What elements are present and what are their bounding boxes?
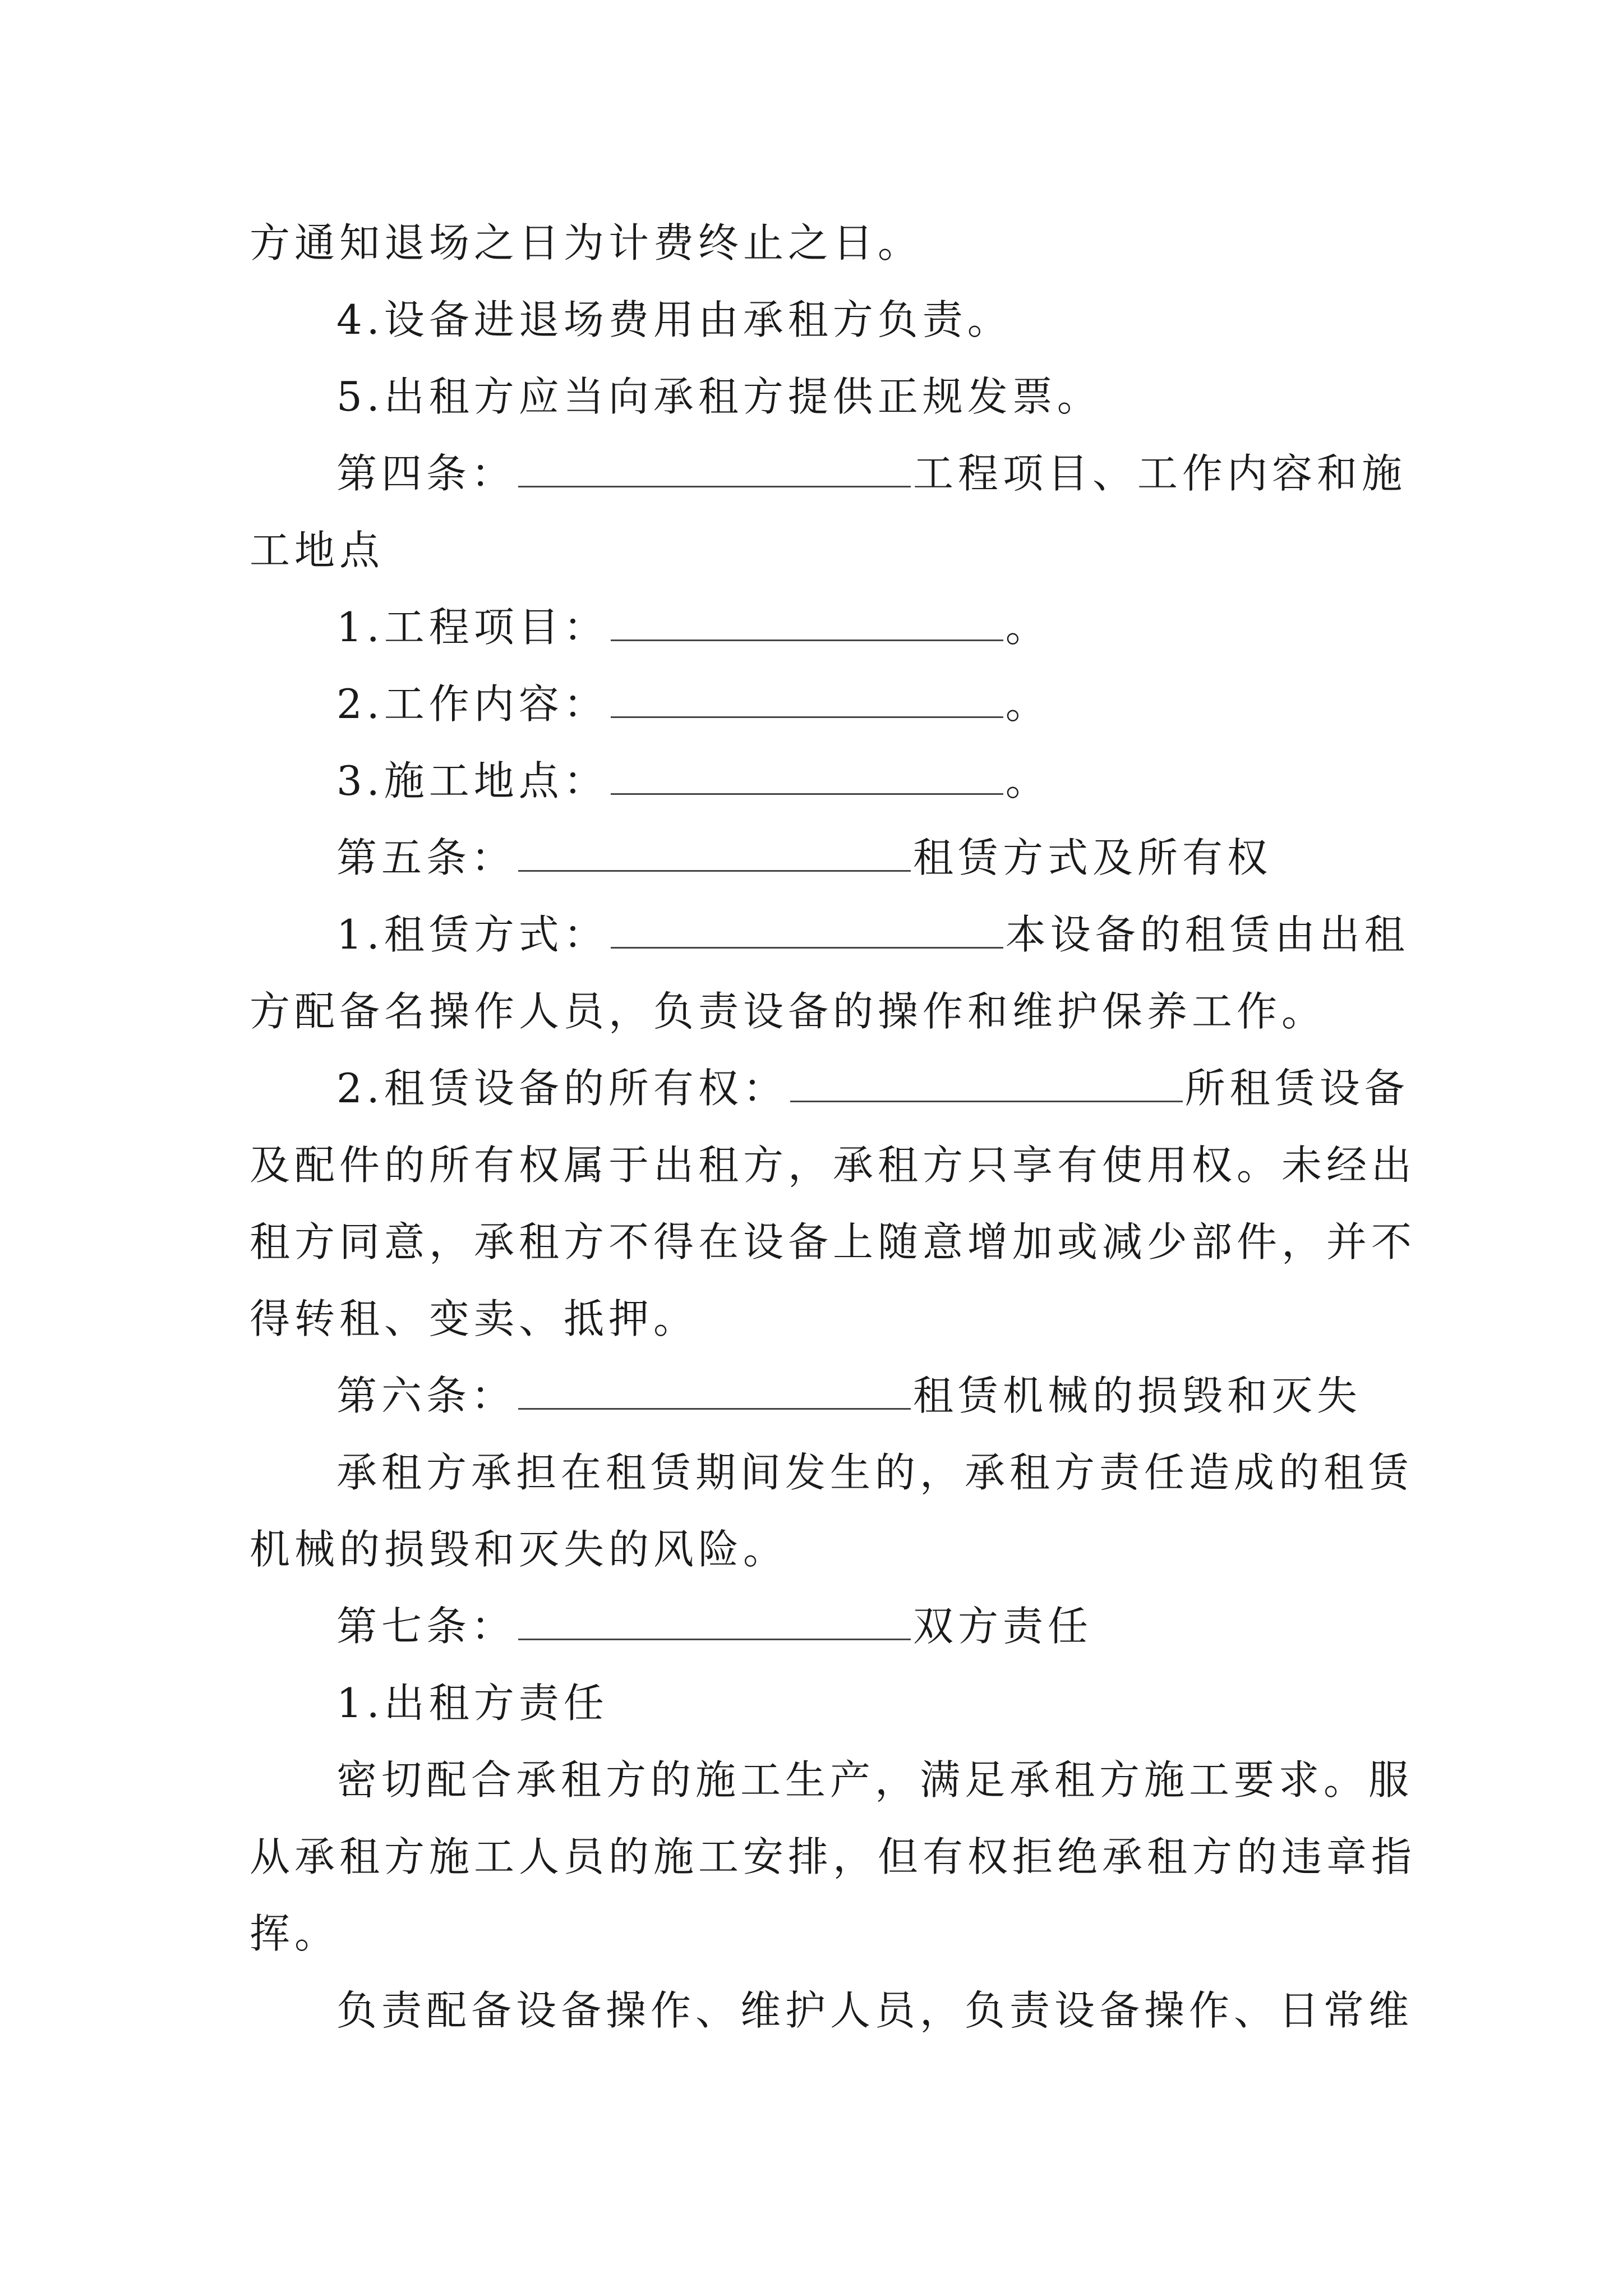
line-text: 及配件的所有权属于出租方，承租方只享有使用权。未经出	[250, 1142, 1417, 1189]
line-text-after-blank: 。	[1005, 604, 1050, 651]
text-line	[250, 666, 1394, 743]
line-text: 1.租赁方式：	[336, 911, 608, 958]
line-text-after-blank: 租赁机械的损毁和灭失	[913, 1372, 1362, 1419]
text-line	[250, 1742, 1414, 1819]
fill-in-blank	[518, 1368, 911, 1410]
line-text: 1.工程项目：	[336, 604, 608, 651]
fill-in-blank	[611, 676, 1003, 718]
text-line	[250, 1665, 1394, 1742]
text-line	[250, 1819, 1417, 1895]
line-text: 第四条：	[336, 450, 517, 497]
text-line	[250, 358, 1394, 435]
text-line	[250, 1895, 1394, 1972]
text-line	[250, 820, 1394, 896]
text-line	[250, 589, 1394, 666]
line-text: 承租方承担在租赁期间发生的，承租方责任造成的租赁	[336, 1449, 1414, 1496]
line-text: 4.设备进退场费用由承租方负责。	[336, 296, 1012, 343]
fill-in-blank	[611, 907, 1003, 949]
line-text: 3.施工地点：	[336, 757, 608, 804]
line-text-after-blank: 。	[1005, 680, 1050, 728]
line-text: 挥。	[250, 1910, 340, 1957]
text-line	[250, 1434, 1414, 1511]
text-line	[250, 743, 1394, 820]
text-line	[250, 1204, 1417, 1281]
line-text-after-blank: 双方责任	[913, 1603, 1093, 1650]
line-text: 方配备名操作人员，负责设备的操作和维护保养工作。	[250, 988, 1327, 1035]
text-line	[250, 973, 1394, 1050]
line-text-after-blank: 工程项目、工作内容和施	[913, 450, 1407, 497]
line-text: 第六条：	[336, 1372, 517, 1419]
document-body	[250, 205, 1417, 2049]
line-text: 第五条：	[336, 834, 517, 881]
fill-in-blank	[790, 1060, 1183, 1102]
text-line	[250, 1050, 1409, 1127]
fill-in-blank	[611, 753, 1003, 795]
text-line	[250, 1358, 1394, 1434]
line-text: 5.出租方应当向承租方提供正规发票。	[336, 373, 1102, 420]
text-line	[250, 205, 1394, 282]
line-text: 工地点	[250, 527, 385, 574]
fill-in-blank	[518, 830, 911, 872]
line-text: 1.出租方责任	[336, 1680, 608, 1727]
line-text-after-blank: 。	[1005, 757, 1050, 804]
line-text: 机械的损毁和灭失的风险。	[250, 1526, 789, 1573]
text-line	[250, 896, 1409, 973]
fill-in-blank	[518, 1598, 911, 1640]
line-text: 第七条：	[336, 1603, 517, 1650]
text-line	[250, 1127, 1417, 1204]
line-text: 得转租、变卖、抵押。	[250, 1295, 699, 1342]
line-text-after-blank: 本设备的租赁由出租	[1005, 911, 1409, 958]
text-line	[250, 1511, 1394, 1588]
text-line	[250, 1588, 1394, 1665]
line-text: 方通知退场之日为计费终止之日。	[250, 219, 923, 266]
line-text: 负责配备设备操作、维护人员，负责设备操作、日常维	[336, 1987, 1414, 2034]
line-text: 租方同意，承租方不得在设备上随意增加或减少部件，并不	[250, 1218, 1417, 1266]
line-text: 密切配合承租方的施工生产，满足承租方施工要求。服	[336, 1756, 1414, 1803]
line-text: 2.租赁设备的所有权：	[336, 1065, 788, 1112]
line-text: 从承租方施工人员的施工安排，但有权拒绝承租方的违章指	[250, 1833, 1417, 1880]
text-line	[250, 282, 1394, 358]
fill-in-blank	[518, 445, 911, 487]
line-text: 2.工作内容：	[336, 680, 608, 728]
text-line	[250, 435, 1407, 512]
line-text-after-blank: 租赁方式及所有权	[913, 834, 1272, 881]
text-line	[250, 512, 1394, 589]
text-line	[250, 1972, 1414, 2049]
fill-in-blank	[611, 599, 1003, 641]
line-text-after-blank: 所租赁设备	[1184, 1065, 1409, 1112]
text-line	[250, 1281, 1394, 1358]
